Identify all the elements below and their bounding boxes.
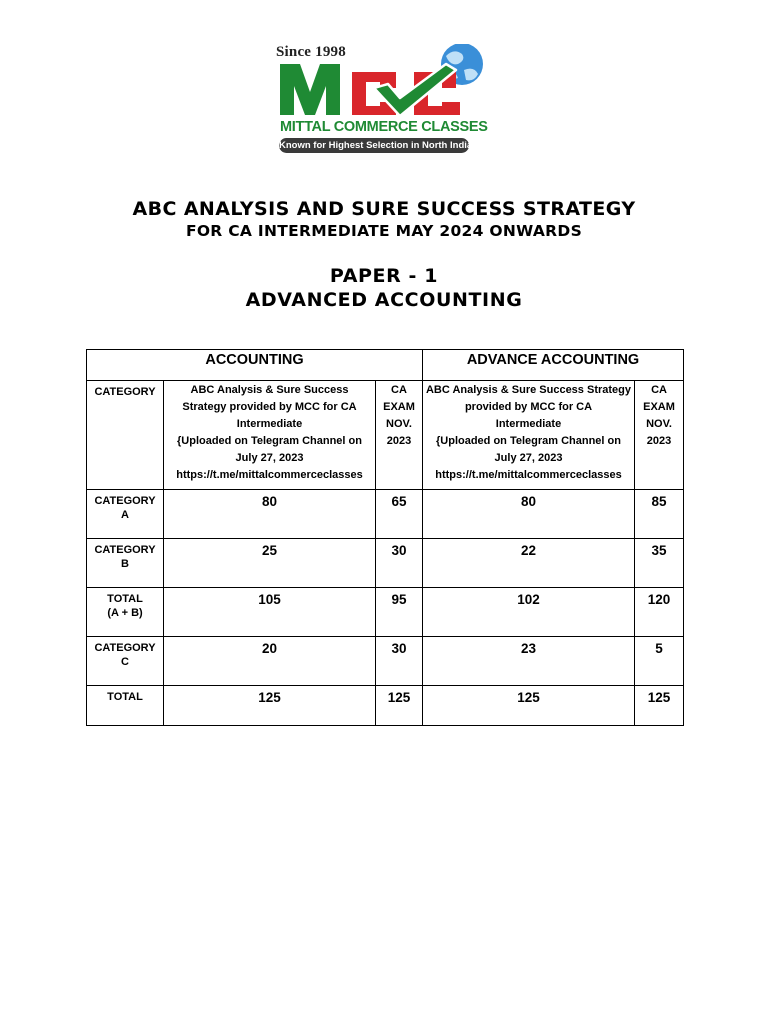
table-row-total-ab xyxy=(87,588,684,637)
header-text-line: 2023 xyxy=(646,435,672,447)
cell-mcc-advance: 102 xyxy=(423,588,635,637)
header-text-line: {Uploaded on Telegram Channel on xyxy=(436,435,621,447)
row-label-line: CATEGORY xyxy=(94,642,156,654)
row-label xyxy=(87,686,164,726)
paper-number: PAPER - 1 xyxy=(329,265,439,287)
header-mcc-strategy-right xyxy=(423,381,635,490)
header-ca-exam-left xyxy=(376,381,423,490)
cell-mcc-accounting: 80 xyxy=(164,490,376,539)
row-label-line: CATEGORY xyxy=(94,544,156,556)
header-text-line: CA xyxy=(391,384,407,396)
header-text-line: ABC Analysis & Sure Success Strategy xyxy=(425,384,631,396)
abc-analysis-table xyxy=(86,349,684,726)
cell-mcc-accounting: 105 xyxy=(164,588,376,637)
header-text-line: 2023 xyxy=(386,435,412,447)
cell-exam-advance: 5 xyxy=(635,637,684,686)
cell-mcc-advance: 22 xyxy=(423,539,635,588)
logo-tagline: Known for Highest Selection in North India xyxy=(279,140,473,151)
section-advance-accounting: ADVANCE ACCOUNTING xyxy=(423,350,684,381)
cell-mcc-accounting: 20 xyxy=(164,637,376,686)
header-text-line: EXAM xyxy=(383,401,415,413)
telegram-link-right: https://t.me/mittalcommerceclasses xyxy=(435,469,622,481)
table-row-total xyxy=(87,686,684,726)
row-label-line: B xyxy=(121,558,129,570)
header-text-line: NOV. xyxy=(386,418,412,430)
cell-mcc-advance: 125 xyxy=(423,686,635,726)
header-mcc-strategy-left xyxy=(164,381,376,490)
table-row-category-c xyxy=(87,637,684,686)
cell-mcc-advance: 23 xyxy=(423,637,635,686)
doc-title-line1: ABC ANALYSIS AND SURE SUCCESS STRATEGY xyxy=(132,198,636,220)
header-text-line: EXAM xyxy=(643,401,675,413)
cell-mcc-accounting: 25 xyxy=(164,539,376,588)
cell-exam-accounting: 125 xyxy=(376,686,423,726)
row-label-line: CATEGORY xyxy=(94,495,156,507)
header-text-line: July 27, 2023 xyxy=(235,452,304,464)
row-label-line: TOTAL xyxy=(107,691,143,703)
header-text-line: {Uploaded on Telegram Channel on xyxy=(177,435,362,447)
cell-exam-accounting: 65 xyxy=(376,490,423,539)
row-label-line: A xyxy=(121,509,129,521)
header-text-line: CA xyxy=(651,384,667,396)
row-label-line: (A + B) xyxy=(107,607,143,619)
cell-exam-accounting: 95 xyxy=(376,588,423,637)
header-category: CATEGORY xyxy=(87,381,164,490)
section-accounting: ACCOUNTING xyxy=(87,350,423,381)
telegram-link-left: https://t.me/mittalcommerceclasses xyxy=(176,469,363,481)
header-ca-exam-right xyxy=(635,381,684,490)
logo-since-text: Since 1998 xyxy=(276,44,346,60)
row-label-line: C xyxy=(121,656,129,668)
letter-m-shape xyxy=(280,64,340,115)
cell-exam-advance: 125 xyxy=(635,686,684,726)
paper-subject: ADVANCED ACCOUNTING xyxy=(245,289,523,311)
cell-mcc-advance: 80 xyxy=(423,490,635,539)
column-header-row xyxy=(87,381,684,490)
section-header-row xyxy=(87,350,684,381)
row-label xyxy=(87,539,164,588)
table-row-category-a xyxy=(87,490,684,539)
header-text-line: provided by MCC for CA xyxy=(464,401,593,413)
header-text-line: Intermediate xyxy=(236,418,303,430)
row-label-line: TOTAL xyxy=(107,593,143,605)
table-row-category-b xyxy=(87,539,684,588)
cell-exam-accounting: 30 xyxy=(376,539,423,588)
mcc-logo xyxy=(276,44,492,156)
cell-exam-advance: 120 xyxy=(635,588,684,637)
header-text-line: Intermediate xyxy=(495,418,562,430)
header-text-line: NOV. xyxy=(646,418,672,430)
cell-exam-accounting: 30 xyxy=(376,637,423,686)
header-text-line: Strategy provided by MCC for CA xyxy=(182,401,357,413)
doc-title-line2: FOR CA INTERMEDIATE MAY 2024 ONWARDS xyxy=(185,222,583,240)
header-text-line: ABC Analysis & Sure Success xyxy=(190,384,349,396)
logo-company-name: MITTAL COMMERCE CLASSES xyxy=(280,119,488,135)
cell-exam-advance: 85 xyxy=(635,490,684,539)
cell-exam-advance: 35 xyxy=(635,539,684,588)
row-label xyxy=(87,588,164,637)
cell-mcc-accounting: 125 xyxy=(164,686,376,726)
row-label xyxy=(87,490,164,539)
header-text-line: July 27, 2023 xyxy=(494,452,563,464)
row-label xyxy=(87,637,164,686)
